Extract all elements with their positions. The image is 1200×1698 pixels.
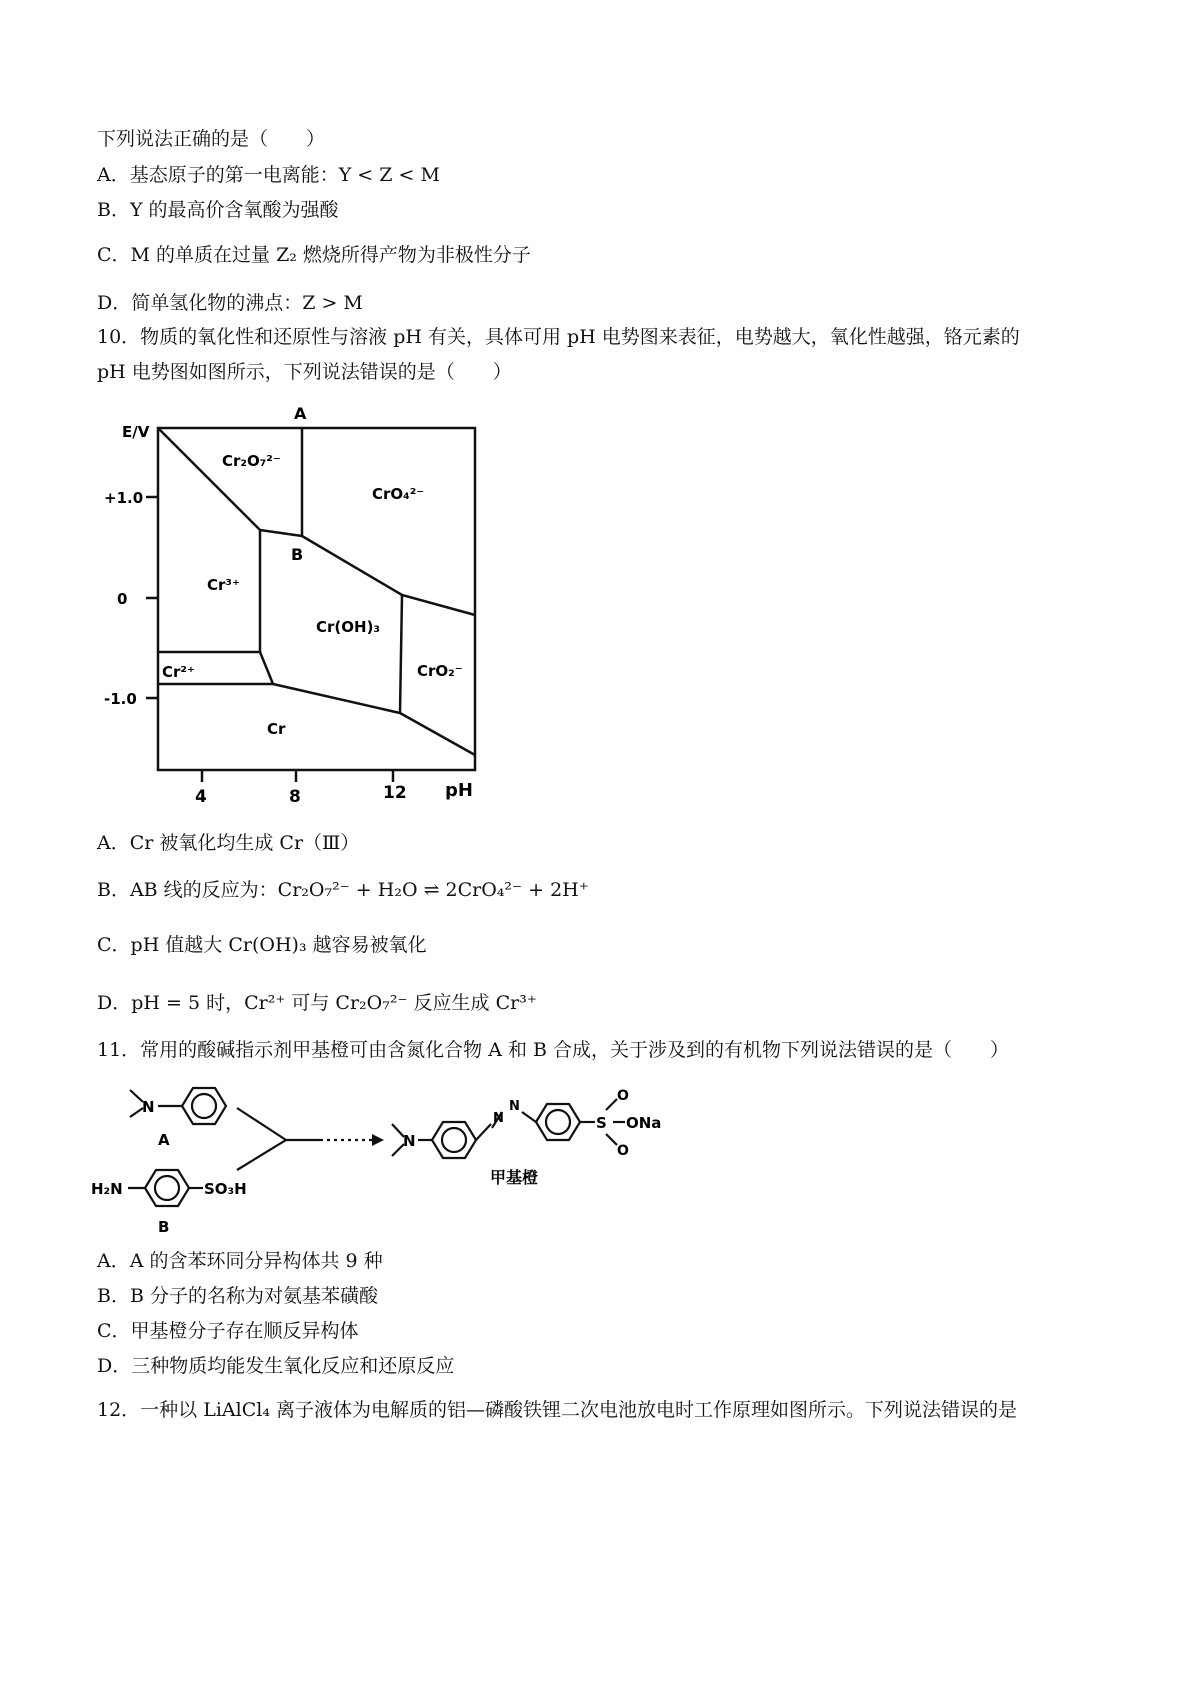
region-label-croh3: Cr(OH)₃ [316, 618, 380, 636]
product-s-o-bond [606, 1099, 617, 1110]
q11-option-b: B．B 分子的名称为对氨基苯磺酸 [97, 1285, 378, 1307]
q9-stem: 下列说法正确的是（ ） [97, 128, 326, 150]
q11-option-c: C．甲基橙分子存在顺反异构体 [97, 1320, 359, 1342]
boundary-b-left [260, 530, 302, 536]
b-amino-label: H₂N [91, 1180, 123, 1198]
b-ring-circle [155, 1176, 179, 1200]
y-tick-marks [146, 497, 158, 698]
y-tick-label: +1.0 [104, 489, 144, 507]
azo-n-label: N [493, 1111, 504, 1126]
q9-option-c: C．M 的单质在过量 Z₂ 燃烧所得产物为非极性分子 [97, 244, 531, 266]
a-ring-circle [192, 1094, 216, 1118]
arrow-head [372, 1134, 384, 1146]
product-o-label: O [617, 1088, 629, 1104]
azo-bond-1 [476, 1124, 491, 1140]
boundary-cro4-lower [302, 536, 475, 615]
y-tick-label: 0 [117, 590, 128, 608]
b-sulfonic-label: SO₃H [204, 1180, 247, 1198]
q11-option-a: A．A 的含苯环同分异构体共 9 种 [97, 1250, 383, 1272]
methyl-orange-synthesis-scheme [85, 1075, 665, 1240]
x-tick-label: 12 [383, 783, 407, 803]
boundary-cr2o7-cr3 [158, 428, 260, 530]
region-label-cro4: CrO₄²⁻ [372, 485, 425, 503]
q10-option-a: A．Cr 被氧化均生成 Cr（Ⅲ） [97, 832, 360, 854]
diagram-frame [158, 428, 475, 770]
q10-option-d: D．pH = 5 时，Cr²⁺ 可与 Cr₂O₇²⁻ 反应生成 Cr³⁺ [97, 992, 537, 1014]
product-name-label: 甲基橙 [490, 1168, 539, 1187]
q9-option-b: B．Y 的最高价含氧酸为强酸 [97, 199, 339, 221]
product-ring-1-circle [442, 1128, 466, 1152]
azo-n-label: N [509, 1099, 520, 1114]
q12-stem: 12．一种以 LiAlCl₄ 离子液体为电解质的铝—磷酸铁锂二次电池放电时工作原理如图所示。下列说法错误的是 [97, 1399, 1017, 1421]
compound-a-label: A [158, 1131, 170, 1149]
product-o-label: O [617, 1143, 629, 1159]
product-ona-label: ONa [626, 1114, 662, 1132]
product-s-o-bond [606, 1134, 617, 1145]
point-label-a: A [294, 404, 307, 423]
boundary-croh3-cro2 [400, 595, 402, 713]
boundary-cr2-croh3 [260, 652, 273, 684]
a-n-label: N [142, 1098, 155, 1116]
merge-line-lower [237, 1140, 286, 1170]
product-ring-2-circle [546, 1110, 570, 1134]
boundary-croh3-cr [273, 684, 400, 713]
product-s-label: S [596, 1114, 607, 1132]
q10-option-c: C．pH 值越大 Cr(OH)₃ 越容易被氧化 [97, 934, 427, 956]
ph-potential-diagram [95, 400, 535, 810]
region-label-cr2o7: Cr₂O₇²⁻ [222, 452, 281, 470]
region-label-cr3: Cr³⁺ [207, 576, 240, 594]
q11-stem: 11．常用的酸碱指示剂甲基橙可由含氮化合物 A 和 B 合成，关于涉及到的有机物下列说法错误的是（ ） [97, 1039, 1010, 1061]
q10-stem-line1: 10．物质的氧化性和还原性与溶液 pH 有关，具体可用 pH 电势图来表征，电势越大，氧化性越强，铬元素的 [97, 326, 1020, 348]
q11-option-d: D．三种物质均能发生氧化反应和还原反应 [97, 1355, 455, 1377]
merge-line-upper [237, 1108, 286, 1140]
x-tick-label: 4 [195, 787, 207, 807]
region-label-cr: Cr [267, 720, 286, 738]
x-axis-label: pH [445, 780, 473, 801]
q10-option-b: B．AB 线的反应为：Cr₂O₇²⁻ + H₂O ⇌ 2CrO₄²⁻ + 2H⁺ [97, 879, 589, 901]
point-label-b: B [291, 545, 304, 564]
region-label-cr2: Cr²⁺ [162, 663, 195, 681]
y-tick-label: -1.0 [104, 690, 137, 708]
q9-option-a: A．基态原子的第一电离能：Y < Z < M [97, 164, 440, 186]
product-n-label: N [403, 1132, 416, 1150]
x-tick-marks [202, 770, 393, 782]
compound-b-label: B [158, 1218, 170, 1236]
region-label-cro2: CrO₂⁻ [417, 662, 463, 680]
y-axis-label: E/V [122, 423, 150, 441]
azo-bond-2 [522, 1112, 536, 1122]
x-tick-label: 8 [289, 787, 301, 807]
q10-stem-line2: pH 电势图如图所示，下列说法错误的是（ ） [97, 361, 512, 383]
phase-boundaries [158, 428, 475, 755]
q9-option-d: D．简单氢化物的沸点：Z > M [97, 292, 363, 314]
boundary-cro2-cr [400, 713, 475, 755]
